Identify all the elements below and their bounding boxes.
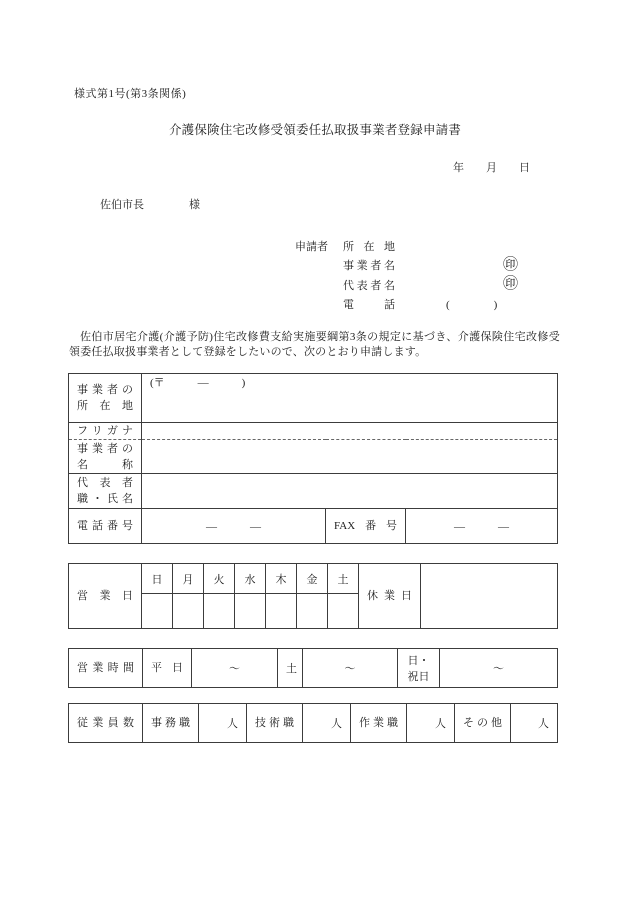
furigana-row — [69, 423, 558, 440]
sunday-holiday-hours-input-area: ～ — [440, 649, 558, 688]
addressee: 佐伯市長 — [100, 199, 144, 211]
technical-count-cell: 人 — [303, 704, 351, 743]
day-header-row — [69, 564, 558, 594]
addressee-row — [100, 196, 200, 212]
weekday-hours-input-area: ～ — [192, 649, 278, 688]
applicant-representative-label: 代表者名 — [343, 279, 395, 292]
closed-days-input-area — [421, 564, 558, 629]
address-input-area: (〒 ― ) — [142, 374, 558, 423]
addressee-honorific: 様 — [189, 199, 200, 211]
day-wed-input — [235, 594, 266, 629]
application-statement: 佐伯市居宅介護(介護予防)住宅改修費支給実施要綱第3条の規定に基づき、介護保険住宅改修受領委任払取扱事業者として登録をしたいので、次のとおり申請します。 — [69, 331, 560, 358]
applicant-address-row — [295, 236, 523, 256]
business-name-label-cell: 事業者の 名称 — [69, 440, 142, 474]
day-mon-input — [173, 594, 204, 629]
business-days-label-cell: 営業日 — [69, 564, 142, 629]
day-tue-input — [204, 594, 235, 629]
employees-label-cell: 従業員数 — [69, 704, 143, 743]
applicant-heading: 申請者 — [295, 240, 328, 253]
worker-label-cell: 作業職 — [351, 704, 407, 743]
representative-row — [69, 474, 558, 509]
business-hours-table — [68, 648, 558, 688]
day-tue: 火 — [204, 564, 235, 594]
address-row — [69, 374, 558, 423]
saturday-hours-input-area: ～ — [303, 649, 398, 688]
business-hours-row — [69, 649, 558, 688]
business-name-row — [69, 440, 558, 474]
fax-number-input-area: ― ― — [406, 509, 558, 544]
employees-table — [68, 703, 558, 743]
day-sat-input — [328, 594, 359, 629]
day-sun-input — [142, 594, 173, 629]
business-name-input-area — [142, 440, 558, 474]
day-fri: 金 — [297, 564, 328, 594]
sunday-holiday-label-cell: 日・祝日 — [398, 649, 440, 688]
applicant-phone-label: 電話 — [343, 299, 395, 312]
day-fri-input — [297, 594, 328, 629]
day-thu: 木 — [266, 564, 297, 594]
worker-count-cell: 人 — [407, 704, 455, 743]
address-label-cell: 事業者の 所在地 — [69, 374, 142, 423]
day-mon: 月 — [173, 564, 204, 594]
fax-number-label-cell: FAX番号 — [326, 509, 406, 544]
day-sat: 土 — [328, 564, 359, 594]
furigana-label-cell: フリガナ — [69, 423, 142, 440]
other-count-cell: 人 — [511, 704, 558, 743]
form-title: 介護保険住宅改修受領委任払取扱事業者登録申請書 — [168, 123, 462, 137]
date-line: 年 月 日 — [453, 162, 530, 174]
applicant-phone-row — [295, 295, 523, 315]
phone-fax-row — [69, 509, 558, 544]
day-thu-input — [266, 594, 297, 629]
representative-input-area — [142, 474, 558, 509]
clerical-label-cell: 事務職 — [143, 704, 199, 743]
furigana-input-area — [142, 423, 558, 440]
closed-days-label-cell: 休業日 — [359, 564, 421, 629]
phone-number-label-cell: 電話番号 — [69, 509, 142, 544]
employees-row — [69, 704, 558, 743]
phone-number-input-area: ― ― — [142, 509, 326, 544]
seal-icon: ㊞ — [503, 276, 519, 292]
applicant-business-name-row — [295, 256, 523, 276]
technical-label-cell: 技術職 — [247, 704, 303, 743]
business-days-table — [68, 563, 558, 629]
clerical-count-cell: 人 — [199, 704, 247, 743]
applicant-address-label: 所在地 — [343, 240, 395, 253]
applicant-block — [295, 236, 523, 314]
other-label-cell: その他 — [455, 704, 511, 743]
business-hours-label-cell: 営業時間 — [69, 649, 143, 688]
seal-icon: ㊞ — [503, 256, 519, 273]
day-wed: 水 — [235, 564, 266, 594]
business-info-table — [68, 373, 558, 544]
applicant-representative-row — [295, 275, 523, 295]
form-number: 様式第1号(第3条関係) — [74, 88, 187, 100]
representative-label-cell: 代表者 職・氏名 — [69, 474, 142, 509]
day-sun: 日 — [142, 564, 173, 594]
applicant-phone-blank: ( ) — [446, 299, 498, 312]
saturday-label-cell: 土 — [278, 649, 303, 688]
weekday-label-cell: 平日 — [143, 649, 192, 688]
applicant-business-name-label: 事業者名 — [343, 260, 395, 273]
